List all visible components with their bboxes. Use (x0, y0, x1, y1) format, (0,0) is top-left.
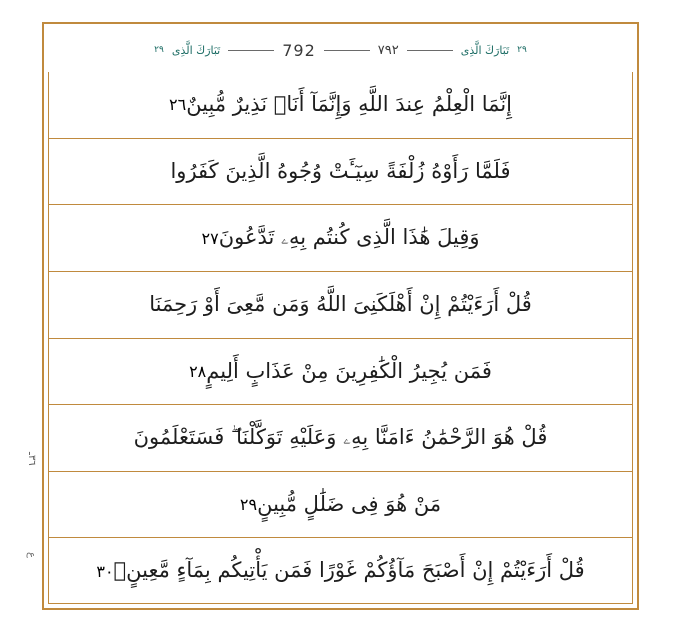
ayah-line-4-text: قُلْ أَرَءَيْتُمْ إِنْ أَهْلَكَنِىَ اللَّهُ وَمَن مَّعِىَ أَوْ رَحِمَنَا (149, 291, 532, 316)
header-rule-center (324, 50, 370, 51)
ayah-number-marker-5: ٢٨ (189, 361, 207, 381)
ayah-line-8[interactable] (48, 537, 633, 604)
juz-number-left: ٢٩ (154, 45, 164, 55)
ayah-number-marker-1: ٢٦ (169, 95, 187, 115)
ain-ruku-marker: ع (26, 552, 37, 558)
ayah-line-3-text: وَقِيلَ هَٰذَا الَّذِى كُنتُم بِهِۦ تَدَّعُونَ (218, 225, 480, 250)
ayah-lines (48, 72, 633, 604)
surah-name-right: تَبَارَكَ الَّذِى (460, 43, 510, 57)
page-header (48, 28, 633, 72)
ayah-number-marker-8: ٣٠ (96, 561, 114, 581)
juz-number-right: ٢٩ (517, 45, 527, 55)
ayah-line-8-text: قُلْ أَرَءَيْتُمْ إِنْ أَصْبَحَ مَآؤُكُمْ غَوْرًا فَمَن يَأْتِيكُم بِمَآءٍ مَّعِينٍۭ (113, 558, 585, 583)
ayah-line-7-text: مَنْ هُوَ فِى ضَلَٰلٍ مُّبِينٍ (257, 491, 442, 516)
surah-name-left: تَبَارَكَ الَّذِى (171, 43, 221, 57)
page-number-arabic: ٧٩٢ (377, 42, 399, 58)
ayah-line-6[interactable] (48, 404, 633, 471)
page-header-row (48, 41, 633, 60)
ayah-line-6-text: قُلْ هُوَ الرَّحْمَٰنُ ءَامَنَّا بِهِۦ وَعَلَيْهِ تَوَكَّلْنَا ۖ فَسَتَعْلَمُونَ (133, 425, 548, 450)
hizb-marker: ٣٦ـ (26, 452, 37, 466)
page-number: 792 (282, 40, 316, 60)
header-rule-left (228, 50, 274, 51)
ayah-line-5[interactable] (48, 338, 633, 405)
ayah-number-marker-7: ٢٩ (239, 495, 258, 515)
ayah-line-5-text: فَمَن يُجِيرُ الْكَٰفِرِينَ مِنْ عَذَابٍ أَلِيمٍ (206, 358, 492, 383)
ayah-line-1-text: إِنَّمَا الْعِلْمُ عِندَ اللَّهِ وَإِنَّمَآ أَنَا۠ نَذِيرٌ مُّبِينٌ (186, 92, 513, 117)
ayah-line-7[interactable] (48, 471, 633, 538)
ayah-line-1[interactable] (48, 72, 633, 138)
header-rule-right (407, 50, 453, 51)
ayah-line-4[interactable] (48, 271, 633, 338)
ayah-number-marker-3: ٢٧ (201, 228, 219, 248)
ayah-line-2-text: فَلَمَّا رَأَوْهُ زُلْفَةً سِيٓـَٔتْ وُجُوهُ الَّذِينَ كَفَرُوا (170, 158, 511, 183)
ayah-line-2[interactable] (48, 138, 633, 205)
ayah-line-3[interactable] (48, 204, 633, 271)
